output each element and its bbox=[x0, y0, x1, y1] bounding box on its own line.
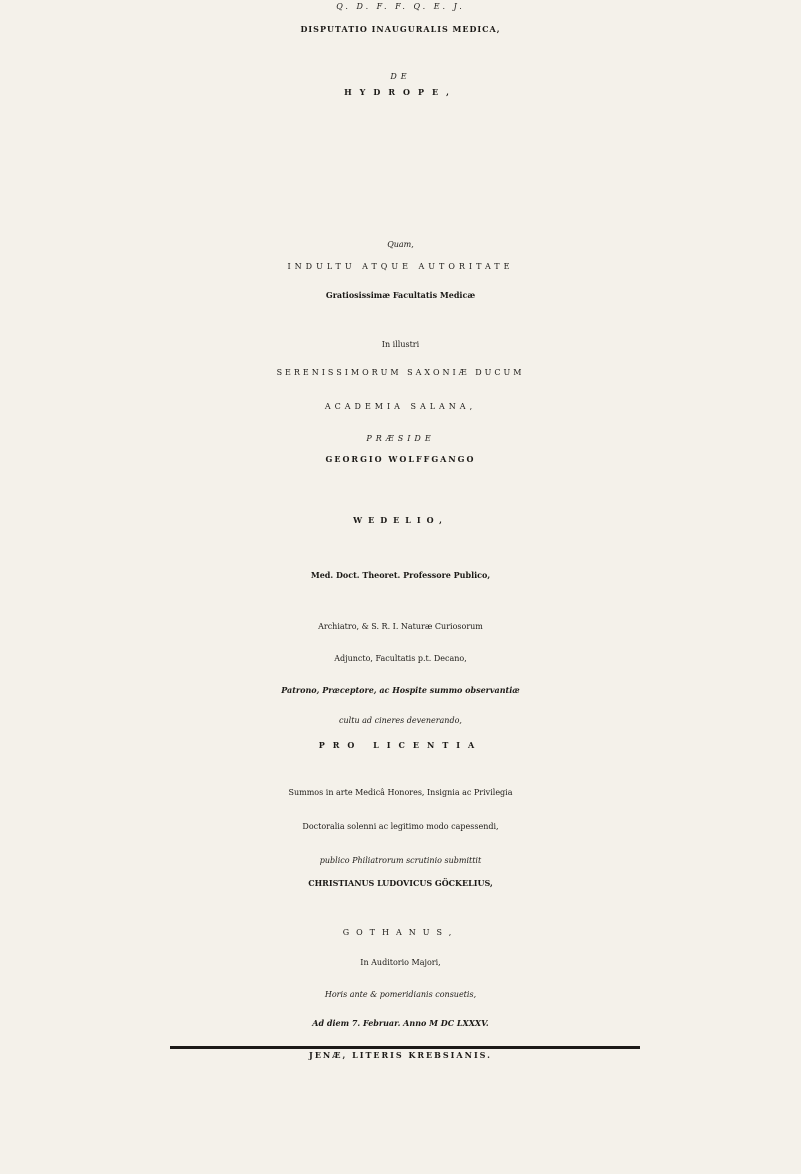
gothanus-line: GOTHANUS, bbox=[342, 928, 459, 937]
pro-licentia-heading: PRO LICENTIA bbox=[318, 740, 483, 750]
motto: Q. D. F. F. Q. E. J. bbox=[336, 2, 465, 11]
imprint-line: JENÆ, LITERIS KREBSIANIS. bbox=[309, 1050, 492, 1060]
facultatis-line: Gratiosissimæ Facultatis Medicæ bbox=[325, 290, 476, 300]
academia-line: ACADEMIA SALANA, bbox=[324, 402, 477, 411]
disputatio-heading: DISPUTATIO INAUGURALIS MEDICA, bbox=[300, 24, 501, 34]
cultu-line: cultu ad cineres devenerando, bbox=[339, 716, 462, 725]
doctoralia-line: Doctoralia solenni ac legitimo modo capessendi, bbox=[302, 822, 499, 831]
praeses-title: Med. Doct. Theoret. Professore Publico, bbox=[310, 570, 491, 580]
publico-line: publico Philiatrorum scrutinio submittit bbox=[319, 856, 482, 865]
archiatro-line: Archiatro, & S. R. I. Naturæ Curiosorum bbox=[318, 622, 483, 631]
main-title: HYDROPE, bbox=[344, 87, 457, 97]
praeside-line: PRÆSIDE bbox=[366, 434, 435, 443]
serenissimorum-line: SERENISSIMORUM SAXONIÆ DUCUM bbox=[276, 368, 525, 377]
in-illustri-line: In illustri bbox=[381, 340, 420, 349]
horis-line: Horis ante & pomeridianis consuetis, bbox=[324, 990, 477, 999]
quam-line: Quam, bbox=[387, 240, 414, 249]
de-line: DE bbox=[390, 72, 411, 81]
adjuncto-line: Adjuncto, Facultatis p.t. Decano, bbox=[334, 654, 467, 663]
indultu-line: INDULTU ATQUE AUTORITATE bbox=[287, 262, 514, 271]
imprint-rule bbox=[170, 1046, 640, 1049]
auditorio-line: In Auditorio Majori, bbox=[360, 958, 441, 967]
praeses-first-name: GEORGIO WOLFFGANGO bbox=[325, 454, 476, 464]
respondent-name: CHRISTIANUS LUDOVICUS GÖCKELIUS, bbox=[308, 878, 493, 888]
praeses-surname: WEDELIO, bbox=[353, 515, 448, 525]
summos-line: Summos in arte Medicâ Honores, Insignia ac Privilegia bbox=[288, 788, 513, 797]
patrono-line: Patrono, Præceptore, ac Hospite summo observantiæ bbox=[281, 685, 520, 695]
date-line: Ad diem 7. Februar. Anno M DC LXXXV. bbox=[312, 1018, 489, 1028]
